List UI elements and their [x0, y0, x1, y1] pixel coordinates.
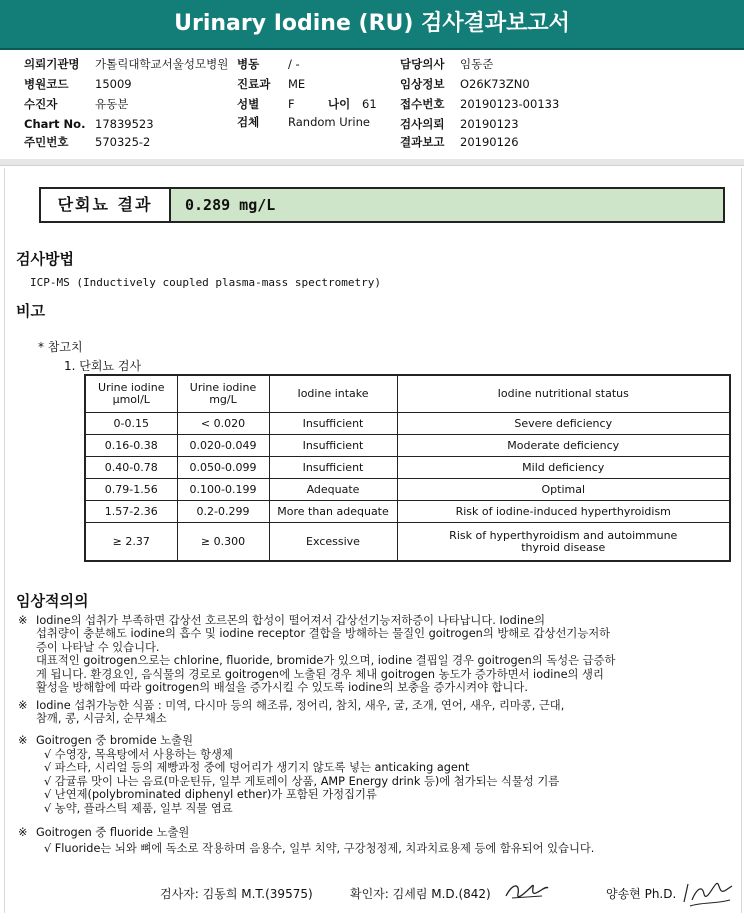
- list-item: [44, 788, 377, 801]
- header-divider: [0, 159, 744, 166]
- check-icon: √: [44, 748, 55, 761]
- resident-id: 570325-2: [95, 135, 151, 149]
- list-item: [44, 761, 469, 774]
- result-value: 0.289 mg/L: [171, 189, 723, 221]
- table-header-row-cell: Urine iodine μmol/L: [85, 375, 177, 413]
- table-row: [85, 523, 730, 562]
- dept-label: 진료과: [237, 77, 271, 91]
- dept: ME: [288, 77, 306, 91]
- table-row-cell: < 0.020: [177, 413, 269, 435]
- table-row-cell: Mild deficiency: [397, 457, 730, 479]
- confirmer-signature-line: 확인자: 김세림 M.D.(842): [350, 887, 491, 901]
- age-label: 나이: [328, 97, 351, 111]
- method-text: ICP-MS (Inductively coupled plasma-mass spectrometry): [30, 276, 381, 289]
- list-item: [44, 842, 594, 855]
- table-row-cell: 0.40-0.78: [85, 457, 177, 479]
- req-org: 가톨릭대학교서울성모병원: [95, 57, 229, 71]
- clinical-info-label: 임상정보: [400, 77, 445, 91]
- chart-label: Chart No.: [24, 117, 86, 131]
- clinical-text-line: 활성을 방해함에 따라 goitrogen의 배설을 증가시킬 수 있도록 iodine의 보충을 증가시켜야 합니다.: [36, 681, 528, 695]
- report-date-label: 결과보고: [400, 135, 445, 149]
- table-row-cell: Adequate: [269, 479, 397, 501]
- check-icon: √: [44, 774, 55, 788]
- examinee: 유동분: [95, 97, 129, 111]
- table-header-row-cell: Iodine intake: [269, 375, 397, 413]
- table-row: [85, 457, 730, 479]
- fluoride-title: Goitrogen 중 fluoride 노출원: [36, 826, 190, 839]
- report-title: Urinary Iodine (RU) 검사결과보고서: [0, 0, 744, 50]
- check-icon: √: [44, 801, 55, 815]
- reference-table: [84, 374, 731, 562]
- clinical-text-line: Iodine 섭취가능한 식품 : 미역, 다시마 등의 해조류, 정어리, 참치, 새우, 굴, 조개, 연어, 새우, 리마콩, 근대,: [36, 699, 565, 712]
- list-item-text: 감귤류 맛이 나는 음료(마운틴듀, 일부 게토레이 상품, AMP Energy drink 등)에 첨가되는 식물성 기름: [54, 774, 560, 788]
- table-row-cell: 0.020-0.049: [177, 435, 269, 457]
- list-item-text: 난연제(polybrominated diphenyl ether)가 포함된 가정집기류: [54, 788, 377, 802]
- list-item: [44, 802, 233, 815]
- note-mark: ※: [18, 614, 28, 627]
- req-org-label: 의뢰기관명: [24, 57, 80, 71]
- specimen: Random Urine: [288, 115, 370, 129]
- clinical-text-line: 게 됩니다. 환경요인, 음식물의 경로로 goitrogen에 노출된 경우 체내 goitrogen 농도가 증가하면서 iodine의 생리: [36, 667, 604, 681]
- age: 61: [362, 97, 377, 111]
- table-row: [85, 479, 730, 501]
- table-row-cell: 0.2-0.299: [177, 501, 269, 523]
- table-row-cell: 1.57-2.36: [85, 501, 177, 523]
- table-row-cell: Optimal: [397, 479, 730, 501]
- list-item: [44, 748, 233, 761]
- ward: / -: [288, 57, 300, 71]
- check-icon: √: [44, 788, 55, 802]
- doctor-label: 담당의사: [400, 57, 445, 71]
- tester-signature-line: 검사자: 김동희 M.T.(39575): [160, 887, 313, 901]
- table-row-cell: 0.79-1.56: [85, 479, 177, 501]
- table-row-cell: 0-0.15: [85, 413, 177, 435]
- clinical-text-line: 대표적인 goitrogen으로는 chlorine, fluoride, bromide가 있으며, iodine 결핍일 경우 goitrogen의 독성은 급증하: [36, 654, 616, 668]
- doctor: 임동준: [460, 57, 494, 71]
- result-box: [39, 187, 725, 223]
- table-row-cell: 0.050-0.099: [177, 457, 269, 479]
- table-row-cell: Insufficient: [269, 457, 397, 479]
- table-row-cell: Severe deficiency: [397, 413, 730, 435]
- table-row-cell: Moderate deficiency: [397, 435, 730, 457]
- list-item-text: 파스타, 시리얼 등의 제빵과정 중에 덩어리가 생기지 않도록 넣는 anticaking agent: [54, 761, 470, 775]
- table-row-cell: Insufficient: [269, 435, 397, 457]
- table-row-cell: Insufficient: [269, 413, 397, 435]
- sex-label: 성별: [237, 97, 260, 111]
- clinical-info: O26K73ZN0: [460, 77, 530, 91]
- table-row-cell: More than adequate: [269, 501, 397, 523]
- table-row: [85, 413, 730, 435]
- note-mark: ※: [18, 826, 28, 839]
- request-date: 20190123: [460, 117, 519, 131]
- table-header-row: [85, 375, 730, 413]
- note-mark: ※: [18, 734, 28, 747]
- request-date-label: 검사의뢰: [400, 117, 445, 131]
- sex: F: [288, 97, 295, 111]
- bromide-title: Goitrogen 중 bromide 노출원: [36, 734, 193, 747]
- id-label: 주민번호: [24, 135, 69, 149]
- hosp-code: 15009: [95, 77, 132, 91]
- clinical-text-line: Iodine의 섭취가 부족하면 갑상선 호르몬의 합성이 떨어져서 갑상선기능저하증이 나타납니다. Iodine의: [36, 614, 546, 627]
- clinical-text-line: 참깨, 콩, 시금치, 순무채소: [36, 712, 167, 726]
- table-row-cell: 0.100-0.199: [177, 479, 269, 501]
- hosp-code-label: 병원코드: [24, 77, 69, 91]
- director-signature-line: 양송현 Ph.D.: [606, 887, 677, 901]
- spot-urine-label: 1. 단회뇨 검사: [64, 359, 142, 373]
- receipt-label: 접수번호: [400, 97, 445, 111]
- clinical-title: 임상적의의: [16, 592, 89, 610]
- director-signature: [682, 876, 736, 910]
- table-row: [85, 435, 730, 457]
- remarks-title: 비고: [16, 302, 45, 320]
- confirmer-signature: [502, 876, 552, 906]
- clinical-text-line: 증이 나타날 수 있습니다.: [36, 640, 160, 654]
- table-row-cell: 0.16-0.38: [85, 435, 177, 457]
- list-item: [44, 775, 559, 788]
- clinical-text-line: 섭취량이 충분해도 iodine의 흡수 및 iodine receptor 결합을 방해하는 물질인 goitrogen의 방해로 갑상선기능저하: [36, 627, 611, 641]
- table-row-cell: Risk of hyperthyroidism and autoimmune thyroid disease: [397, 523, 730, 562]
- check-icon: √: [44, 842, 55, 855]
- result-label: 단회뇨 결과: [41, 189, 171, 221]
- table-row-cell: Excessive: [269, 523, 397, 562]
- reference-label: * 참고치: [38, 340, 83, 354]
- table-row-cell: ≥ 2.37: [85, 523, 177, 562]
- table-header-row-cell: Iodine nutritional status: [397, 375, 730, 413]
- receipt: 20190123-00133: [460, 97, 560, 111]
- table-row-cell: ≥ 0.300: [177, 523, 269, 562]
- table-row: [85, 501, 730, 523]
- check-icon: √: [44, 761, 55, 775]
- report-date: 20190126: [460, 135, 519, 149]
- list-item-text: 수영장, 목욕탕에서 사용하는 항생제: [54, 748, 233, 761]
- specimen-label: 검체: [237, 115, 260, 129]
- list-item-text: Fluoride는 뇌와 뼈에 독소로 작용하며 음용수, 일부 치약, 구강청정제, 치과치료용제 등에 함유되어 있습니다.: [54, 842, 595, 855]
- note-mark: ※: [18, 699, 28, 712]
- ward-label: 병동: [237, 57, 260, 71]
- list-item-text: 농약, 플라스틱 제품, 일부 직물 염료: [54, 801, 233, 815]
- chart-no: 17839523: [95, 117, 154, 131]
- method-title: 검사방법: [16, 250, 74, 268]
- table-row-cell: Risk of iodine-induced hyperthyroidism: [397, 501, 730, 523]
- examinee-label: 수진자: [24, 97, 58, 111]
- table-header-row-cell: Urine iodine mg/L: [177, 375, 269, 413]
